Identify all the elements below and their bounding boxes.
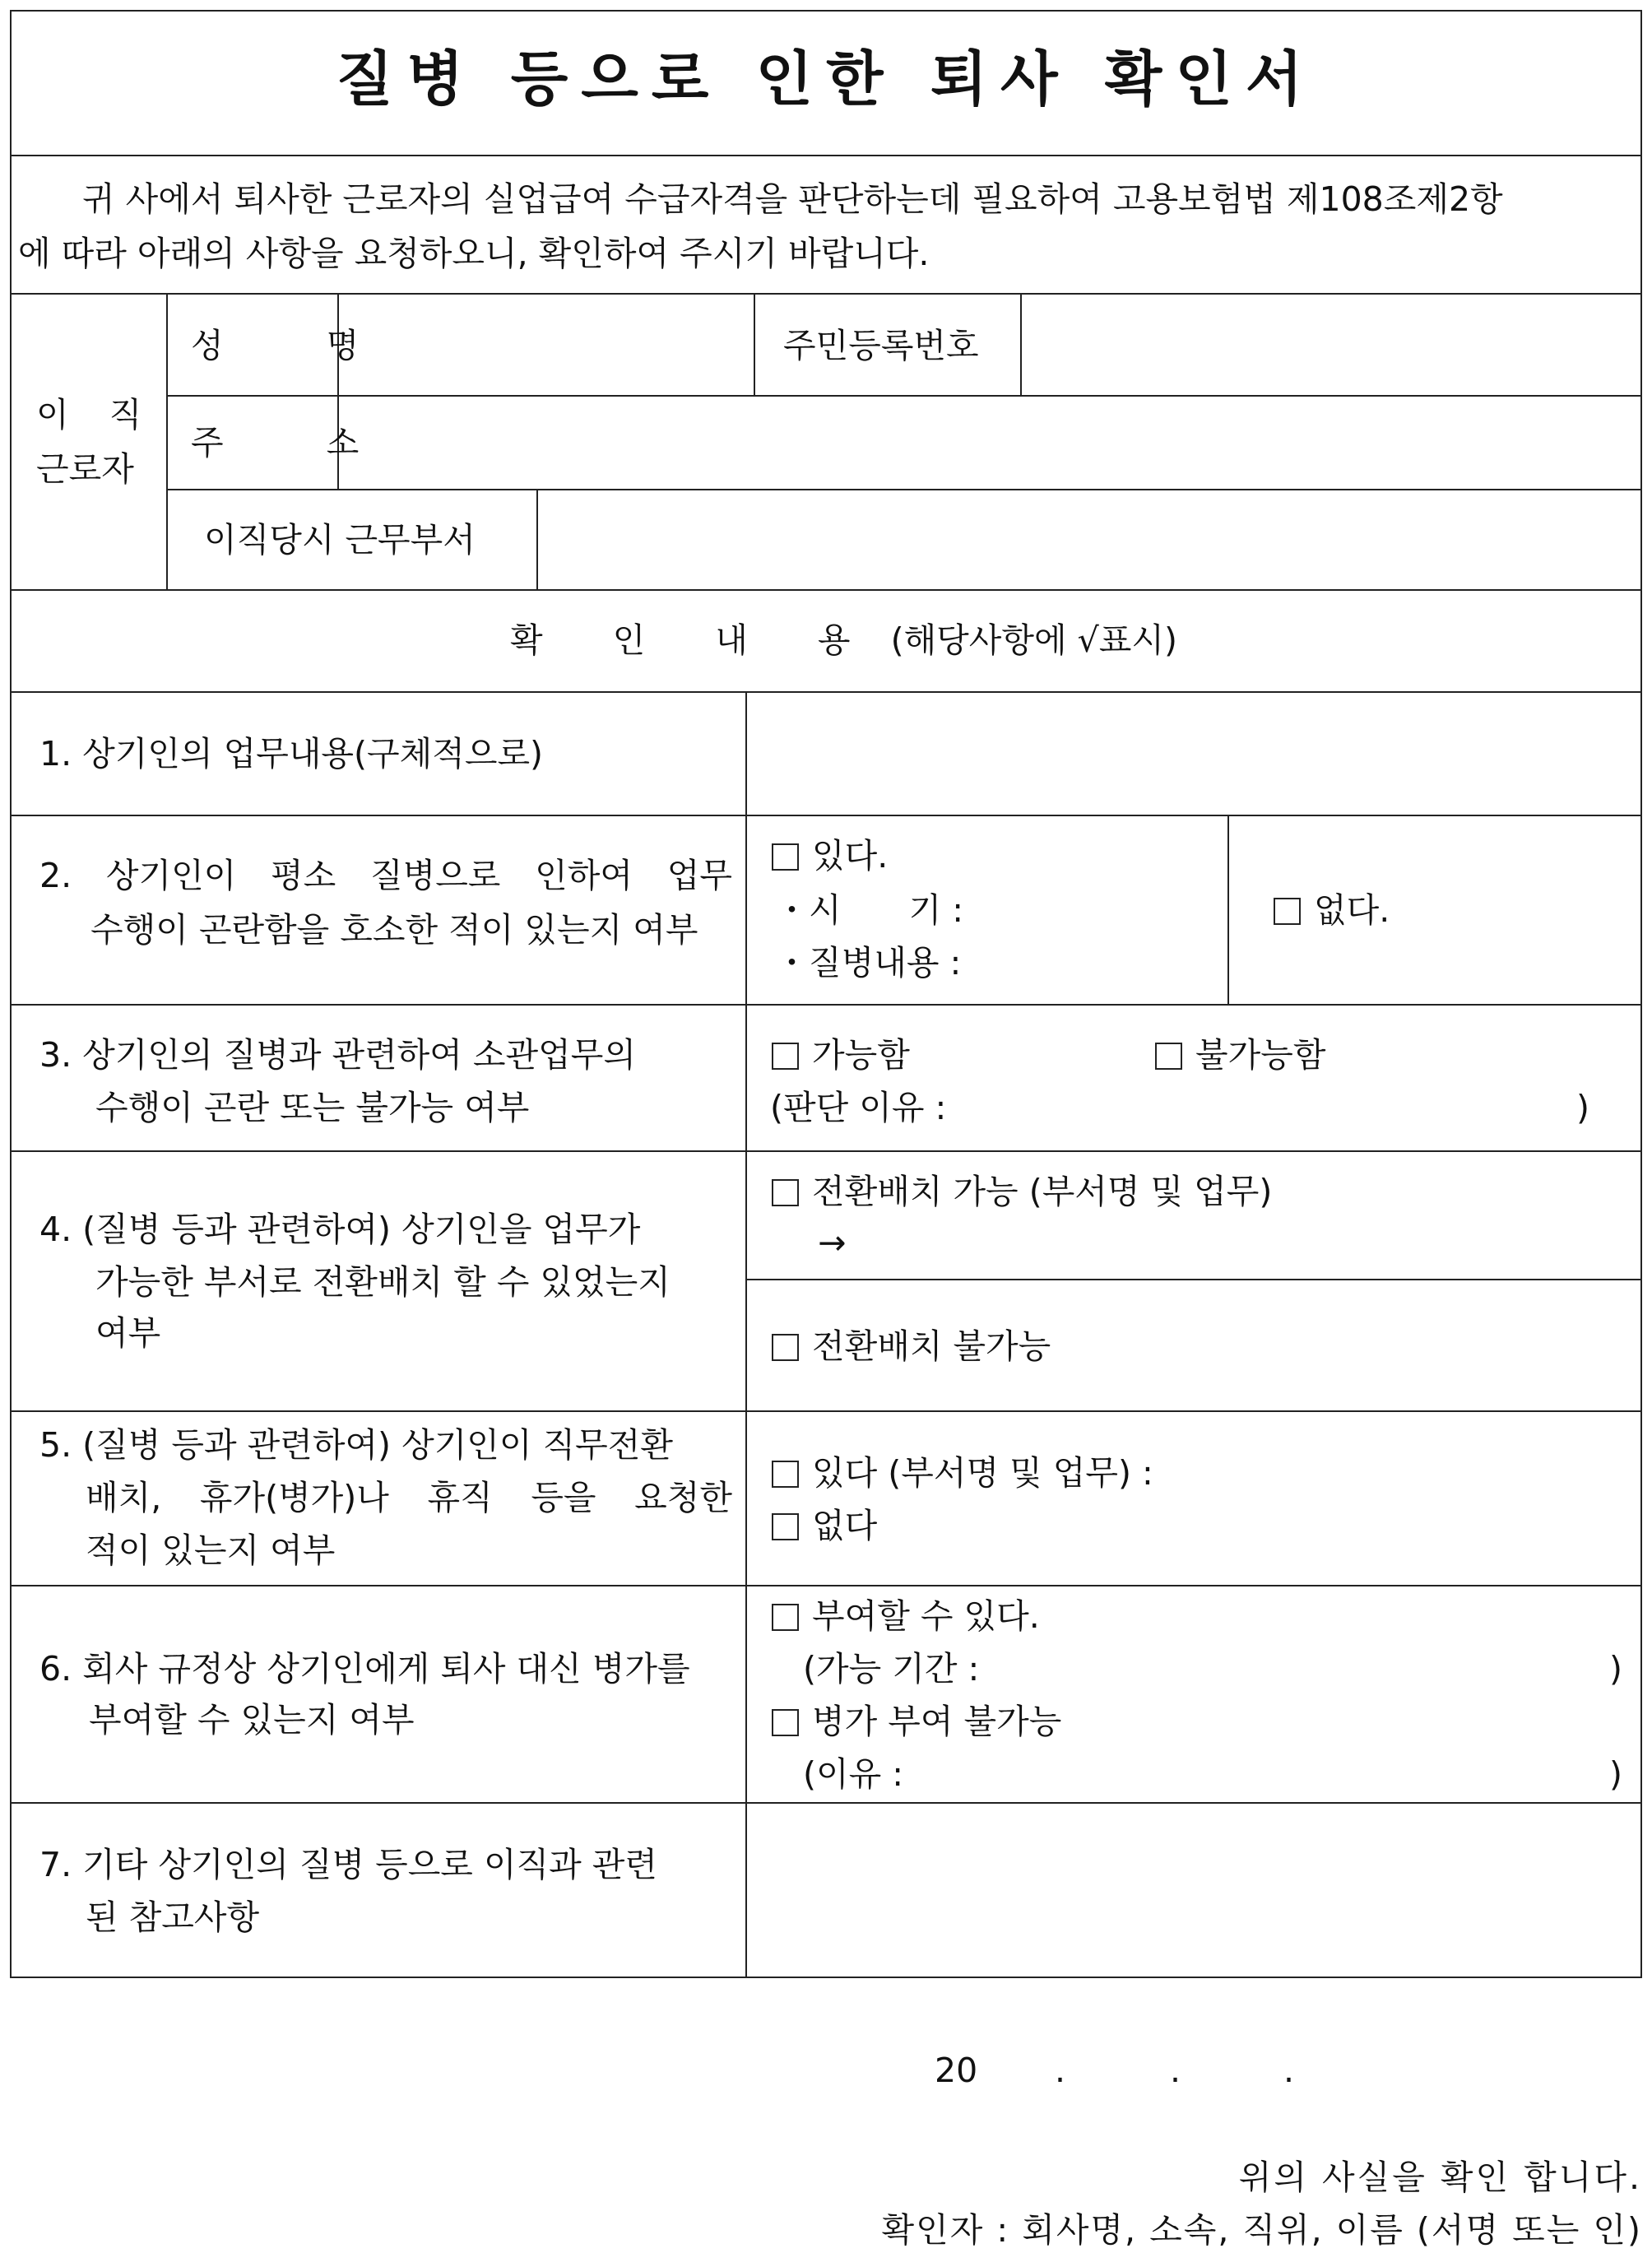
- divider: [1227, 815, 1229, 1004]
- question-4-line-3: 여부: [95, 1313, 161, 1353]
- q5-yes-label: 있다 (부서명 및 업무) :: [812, 1453, 1153, 1493]
- intro-line-2: 에 따라 아래의 사항을 요청하오니, 확인하여 주시기 바랍니다.: [18, 234, 930, 273]
- question-6-line-2: 부여할 수 있는지 여부: [89, 1700, 415, 1740]
- q6-no-option[interactable]: [772, 1702, 1062, 1741]
- q3-impossible-label: 불가능함: [1195, 1035, 1326, 1075]
- q4-possible-label: 전환배치 가능 (부서명 및 업무): [812, 1172, 1273, 1211]
- q6-yes-option[interactable]: [772, 1596, 1040, 1636]
- name-field[interactable]: [339, 295, 752, 393]
- confirm-header-note: (해당사항에 √표시): [890, 620, 1177, 660]
- question-2-line-2: 수행이 곤란함을 호소한 적이 있는지 여부: [90, 910, 698, 950]
- q3-impossible-option[interactable]: [1155, 1035, 1326, 1075]
- divider: [10, 1150, 1642, 1152]
- divider: [10, 1004, 1642, 1006]
- q2-when-label: ・시 기 :: [775, 890, 964, 930]
- q2-no-option[interactable]: [1274, 890, 1390, 930]
- address-field[interactable]: [339, 397, 1640, 487]
- confirmation-statement: 위의 사실을 확인 합니다.: [1238, 2158, 1642, 2197]
- q6-reason-label: (이유 :: [803, 1754, 904, 1794]
- checkbox[interactable]: [772, 1604, 799, 1631]
- q5-no-option[interactable]: [772, 1506, 878, 1545]
- divider: [10, 155, 1642, 156]
- q4-arrow: →: [818, 1223, 847, 1262]
- confirm-header-label: 확 인 내 용: [510, 620, 880, 660]
- question-4-line-2: 가능한 부서로 전환배치 할 수 있었는지: [95, 1262, 671, 1302]
- divider: [166, 293, 168, 589]
- date-dot-3: .: [1283, 2051, 1295, 2090]
- q6-no-label: 병가 부여 불가능: [812, 1702, 1062, 1741]
- question-7-line-1: 7. 기타 상기인의 질병 등으로 이직과 관련: [39, 1845, 658, 1884]
- employee-group-label-2: 근로자: [36, 449, 134, 489]
- divider: [10, 1585, 1642, 1586]
- checkbox[interactable]: [772, 1334, 799, 1361]
- rrn-field[interactable]: [1022, 295, 1640, 393]
- divider: [10, 815, 1642, 816]
- divider: [745, 691, 747, 1978]
- intro-line-1: 귀 사에서 퇴사한 근로자의 실업급여 수급자격을 판단하는데 필요하여 고용보험법 제108조제2항: [82, 179, 1503, 219]
- confirm-header: [510, 620, 1177, 660]
- q5-yes-option[interactable]: [772, 1453, 1153, 1493]
- q2-yes-label: 있다.: [812, 836, 889, 876]
- question-7-line-2: 된 참고사항: [86, 1898, 260, 1937]
- question-5-line-1: 5. (질병 등과 관련하여) 상기인이 직무전환: [39, 1425, 673, 1465]
- page-title: 질병 등으로 인한 퇴사 확인서: [336, 44, 1316, 114]
- q3-possible-option[interactable]: [772, 1035, 910, 1075]
- q6-period-close: ): [1609, 1649, 1622, 1689]
- q2-disease-label: ・질병내용 :: [775, 943, 962, 982]
- q3-reason-close: ): [1576, 1088, 1589, 1127]
- date-dot-1: .: [1055, 2051, 1066, 2090]
- rrn-label: 주민등록번호: [783, 326, 979, 365]
- q2-yes-option[interactable]: [772, 836, 889, 876]
- question-2-line-1: 2. 상기인이 평소 질병으로 인하여 업무: [39, 856, 732, 895]
- checkbox[interactable]: [772, 1461, 799, 1488]
- answer-1-field[interactable]: [747, 693, 1640, 813]
- checkbox[interactable]: [772, 1513, 799, 1540]
- q6-period-label: (가능 기간 :: [803, 1649, 980, 1689]
- question-5-line-3: 적이 있는지 여부: [86, 1531, 336, 1570]
- q2-no-label: 없다.: [1314, 890, 1390, 930]
- divider: [10, 1410, 1642, 1412]
- date-year: 20: [935, 2051, 978, 2090]
- checkbox[interactable]: [772, 1179, 799, 1206]
- question-1: 1. 상기인의 업무내용(구체적으로): [39, 734, 544, 773]
- checkbox[interactable]: [1155, 1043, 1182, 1070]
- question-6-line-1: 6. 회사 규정상 상기인에게 퇴사 대신 병가를: [39, 1649, 690, 1689]
- divider: [745, 1279, 1642, 1280]
- employee-group-label-1: 이 직: [36, 395, 157, 434]
- confirmer-line: 확인자 : 회사명, 소속, 직위, 이름 (서명 또는 인): [881, 2210, 1642, 2250]
- question-3-line-1: 3. 상기인의 질병과 관련하여 소관업무의: [39, 1035, 636, 1075]
- question-4-line-1: 4. (질병 등과 관련하여) 상기인을 업무가: [39, 1210, 641, 1249]
- name-label: 성 명: [191, 326, 406, 365]
- checkbox[interactable]: [1274, 898, 1301, 925]
- dept-label: 이직당시 근무부서: [204, 520, 476, 560]
- question-3-line-2: 수행이 곤란 또는 불가능 여부: [95, 1088, 530, 1127]
- q3-reason-label: (판단 이유 :: [770, 1088, 947, 1127]
- checkbox[interactable]: [772, 1709, 799, 1736]
- checkbox[interactable]: [772, 1043, 799, 1070]
- answer-7-field[interactable]: [747, 1804, 1640, 1977]
- q4-impossible-label: 전환배치 불가능: [812, 1326, 1051, 1366]
- address-label: 주 소: [191, 423, 406, 462]
- divider: [754, 293, 755, 395]
- q4-impossible-option[interactable]: [772, 1326, 1051, 1366]
- q4-possible-option[interactable]: [772, 1172, 1273, 1211]
- q3-possible-label: 가능함: [812, 1035, 910, 1075]
- q5-no-label: 없다: [812, 1506, 878, 1545]
- q6-yes-label: 부여할 수 있다.: [812, 1596, 1040, 1636]
- q6-reason-close: ): [1609, 1754, 1622, 1794]
- checkbox[interactable]: [772, 843, 799, 871]
- divider: [10, 589, 1642, 591]
- date-dot-2: .: [1170, 2051, 1181, 2090]
- question-5-line-2: 배치, 휴가(병가)나 휴직 등을 요청한: [86, 1478, 732, 1517]
- dept-field[interactable]: [538, 490, 1640, 588]
